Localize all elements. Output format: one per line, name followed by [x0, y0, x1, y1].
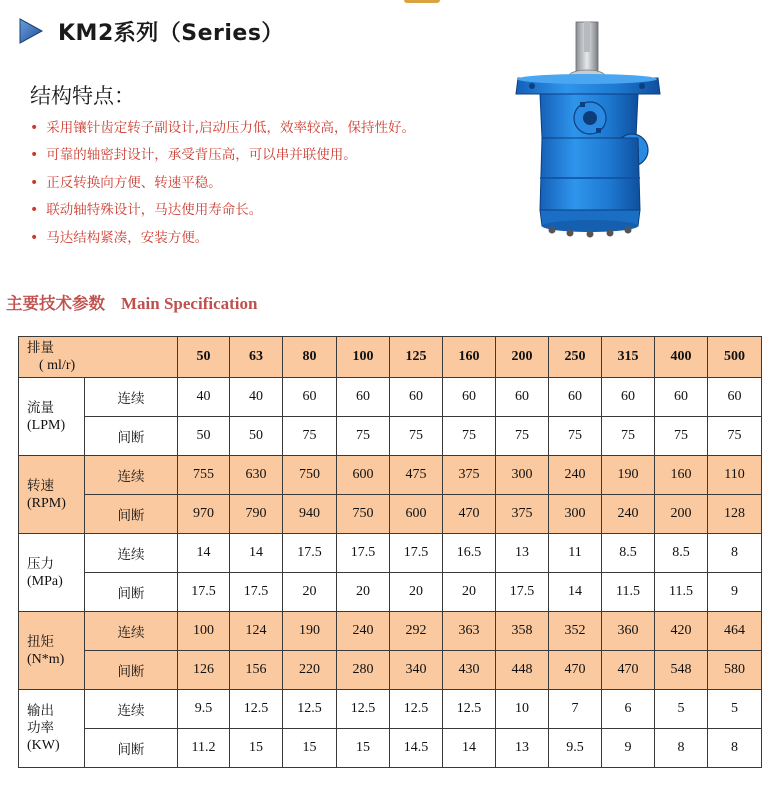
spec-value: 11.5 — [602, 573, 655, 612]
spec-value: 8 — [655, 729, 708, 768]
features-title: 结构特点： — [30, 84, 135, 108]
spec-value: 548 — [655, 651, 708, 690]
spec-value: 16.5 — [443, 534, 496, 573]
spec-value: 475 — [390, 456, 443, 495]
spec-value: 75 — [496, 417, 549, 456]
feature-item — [30, 197, 415, 225]
spec-value: 40 — [230, 378, 283, 417]
feature-item — [30, 114, 415, 142]
spec-heading — [6, 290, 257, 314]
bullet: • — [30, 229, 39, 246]
bullet: • — [30, 119, 39, 136]
spec-value: 5 — [708, 690, 762, 729]
spec-value: 60 — [496, 378, 549, 417]
spec-value: 240 — [602, 495, 655, 534]
mode-label: 连续 — [85, 534, 178, 573]
displacement-value: 125 — [390, 337, 443, 378]
mode-label: 间断 — [85, 573, 178, 612]
bullet: • — [30, 147, 39, 164]
spec-value: 5 — [655, 690, 708, 729]
group-label-line: 功率 — [27, 720, 54, 736]
bullet: • — [30, 174, 39, 191]
displacement-value: 80 — [283, 337, 337, 378]
spec-value: 14 — [549, 573, 602, 612]
group-label: 压力 — [27, 555, 54, 572]
group-label: 转速 — [27, 477, 54, 494]
spec-value: 470 — [549, 651, 602, 690]
displacement-unit: ( ml/r) — [39, 358, 76, 373]
spec-value: 75 — [337, 417, 390, 456]
spec-value: 14 — [178, 534, 230, 573]
mode-label: 间断 — [85, 729, 178, 768]
spec-value: 17.5 — [230, 573, 283, 612]
spec-value: 75 — [708, 417, 762, 456]
features-list — [30, 114, 415, 252]
spec-value: 360 — [602, 612, 655, 651]
spec-value: 375 — [443, 456, 496, 495]
spec-value: 750 — [337, 495, 390, 534]
spec-value: 358 — [496, 612, 549, 651]
spec-value: 750 — [283, 456, 337, 495]
displacement-label-cell — [19, 337, 178, 378]
spec-value: 50 — [178, 417, 230, 456]
group-unit: (MPa) — [27, 573, 63, 589]
spec-title-en: Main Specification — [121, 294, 258, 313]
mode-label: 连续 — [85, 690, 178, 729]
group-label-cell — [19, 534, 85, 612]
feature-text: 可靠的轴密封设计，承受背压高，可以串并联使用。 — [46, 147, 357, 164]
spec-value: 13 — [496, 729, 549, 768]
spec-value: 60 — [655, 378, 708, 417]
spec-value: 470 — [602, 651, 655, 690]
spec-value: 9.5 — [549, 729, 602, 768]
group-unit: (KW) — [27, 738, 60, 753]
spec-value: 220 — [283, 651, 337, 690]
spec-value: 17.5 — [496, 573, 549, 612]
group-label-cell — [19, 690, 85, 768]
spec-row — [19, 729, 762, 768]
spec-value: 12.5 — [443, 690, 496, 729]
spec-body — [19, 378, 762, 768]
spec-value: 60 — [708, 378, 762, 417]
spec-value: 12.5 — [337, 690, 390, 729]
spec-value: 12.5 — [230, 690, 283, 729]
spec-value: 9 — [602, 729, 655, 768]
spec-value: 200 — [655, 495, 708, 534]
spec-value: 7 — [549, 690, 602, 729]
spec-value: 240 — [549, 456, 602, 495]
spec-value: 15 — [230, 729, 283, 768]
group-label-cell — [19, 612, 85, 690]
spec-value: 420 — [655, 612, 708, 651]
top-accent-bar — [404, 0, 440, 3]
spec-value: 8.5 — [655, 534, 708, 573]
spec-value: 292 — [390, 612, 443, 651]
series-title: KM2系列（Series） — [58, 20, 284, 46]
displacement-value: 250 — [549, 337, 602, 378]
spec-value: 790 — [230, 495, 283, 534]
spec-value: 240 — [337, 612, 390, 651]
spec-value: 470 — [443, 495, 496, 534]
spec-value: 375 — [496, 495, 549, 534]
spec-value: 156 — [230, 651, 283, 690]
spec-value: 8 — [708, 729, 762, 768]
spec-value: 60 — [337, 378, 390, 417]
spec-value: 630 — [230, 456, 283, 495]
spec-value: 60 — [443, 378, 496, 417]
spec-value: 15 — [283, 729, 337, 768]
spec-value: 11 — [549, 534, 602, 573]
spec-value: 14 — [230, 534, 283, 573]
spec-value: 20 — [283, 573, 337, 612]
mode-label: 间断 — [85, 651, 178, 690]
spec-value: 8 — [708, 534, 762, 573]
spec-value: 15 — [337, 729, 390, 768]
spec-value: 75 — [549, 417, 602, 456]
spec-title-cn: 主要技术参数 — [6, 294, 105, 313]
spec-value: 600 — [337, 456, 390, 495]
spec-value: 75 — [390, 417, 443, 456]
mode-label: 间断 — [85, 495, 178, 534]
hydraulic-motor-image — [510, 18, 670, 247]
spec-value: 12.5 — [390, 690, 443, 729]
spec-value: 17.5 — [178, 573, 230, 612]
spec-value: 124 — [230, 612, 283, 651]
spec-value: 10 — [496, 690, 549, 729]
spec-row — [19, 651, 762, 690]
group-unit: (RPM) — [27, 495, 66, 511]
spec-value: 110 — [708, 456, 762, 495]
mode-label: 连续 — [85, 456, 178, 495]
group-label-cell — [19, 378, 85, 456]
spec-value: 126 — [178, 651, 230, 690]
feature-text: 马达结构紧凑，安装方便。 — [46, 229, 209, 246]
spec-value: 6 — [602, 690, 655, 729]
spec-value: 940 — [283, 495, 337, 534]
spec-value: 363 — [443, 612, 496, 651]
play-arrow-icon — [18, 17, 44, 45]
spec-value: 12.5 — [283, 690, 337, 729]
spec-value: 340 — [390, 651, 443, 690]
displacement-value: 63 — [230, 337, 283, 378]
spec-value: 8.5 — [602, 534, 655, 573]
bullet: • — [30, 202, 39, 219]
displacement-value: 50 — [178, 337, 230, 378]
spec-value: 430 — [443, 651, 496, 690]
feature-item — [30, 169, 415, 197]
feature-text: 采用镶针齿定转子副设计,启动压力低，效率较高，保持性好。 — [46, 119, 416, 136]
displacement-value: 200 — [496, 337, 549, 378]
spec-value: 464 — [708, 612, 762, 651]
spec-value: 75 — [283, 417, 337, 456]
spec-row — [19, 690, 762, 729]
spec-value: 17.5 — [337, 534, 390, 573]
spec-value: 190 — [602, 456, 655, 495]
spec-value: 75 — [602, 417, 655, 456]
spec-value: 190 — [283, 612, 337, 651]
spec-value: 280 — [337, 651, 390, 690]
displacement-value: 500 — [708, 337, 762, 378]
spec-value: 9.5 — [178, 690, 230, 729]
feature-text: 正反转换向方便、转速平稳。 — [46, 174, 222, 191]
group-label: 流量 — [27, 399, 54, 416]
spec-value: 970 — [178, 495, 230, 534]
spec-row — [19, 417, 762, 456]
spec-value: 17.5 — [390, 534, 443, 573]
spec-value: 448 — [496, 651, 549, 690]
displacement-row — [19, 337, 762, 378]
spec-value: 11.2 — [178, 729, 230, 768]
feature-item — [30, 224, 415, 252]
spec-value: 60 — [283, 378, 337, 417]
spec-value: 100 — [178, 612, 230, 651]
spec-value: 60 — [602, 378, 655, 417]
displacement-value: 100 — [337, 337, 390, 378]
displacement-value: 160 — [443, 337, 496, 378]
spec-value: 580 — [708, 651, 762, 690]
spec-table — [18, 336, 762, 768]
displacement-value: 400 — [655, 337, 708, 378]
spec-value: 128 — [708, 495, 762, 534]
mode-label: 连续 — [85, 612, 178, 651]
spec-row — [19, 495, 762, 534]
spec-value: 9 — [708, 573, 762, 612]
spec-row — [19, 456, 762, 495]
spec-value: 600 — [390, 495, 443, 534]
spec-value: 13 — [496, 534, 549, 573]
spec-value: 14 — [443, 729, 496, 768]
displacement-value: 315 — [602, 337, 655, 378]
group-label-cell — [19, 456, 85, 534]
spec-row — [19, 612, 762, 651]
spec-value: 20 — [443, 573, 496, 612]
spec-value: 20 — [390, 573, 443, 612]
spec-value: 40 — [178, 378, 230, 417]
spec-value: 75 — [655, 417, 708, 456]
spec-value: 50 — [230, 417, 283, 456]
spec-value: 20 — [337, 573, 390, 612]
group-label: 扭矩 — [27, 633, 54, 650]
spec-value: 160 — [655, 456, 708, 495]
spec-value: 60 — [549, 378, 602, 417]
spec-value: 60 — [390, 378, 443, 417]
spec-value: 352 — [549, 612, 602, 651]
group-unit: (N*m) — [27, 651, 65, 667]
spec-row — [19, 573, 762, 612]
spec-value: 17.5 — [283, 534, 337, 573]
group-unit: (LPM) — [27, 417, 66, 433]
spec-row — [19, 378, 762, 417]
spec-value: 14.5 — [390, 729, 443, 768]
spec-value: 75 — [443, 417, 496, 456]
spec-value: 300 — [549, 495, 602, 534]
spec-value: 755 — [178, 456, 230, 495]
group-label-line: 输出 — [27, 703, 54, 719]
displacement-label: 排量 — [27, 340, 54, 356]
feature-text: 联动轴特殊设计，马达使用寿命长。 — [46, 202, 263, 219]
spec-value: 300 — [496, 456, 549, 495]
mode-label: 连续 — [85, 378, 178, 417]
feature-item — [30, 142, 415, 170]
spec-value: 11.5 — [655, 573, 708, 612]
series-header — [18, 14, 284, 48]
spec-row — [19, 534, 762, 573]
mode-label: 间断 — [85, 417, 178, 456]
